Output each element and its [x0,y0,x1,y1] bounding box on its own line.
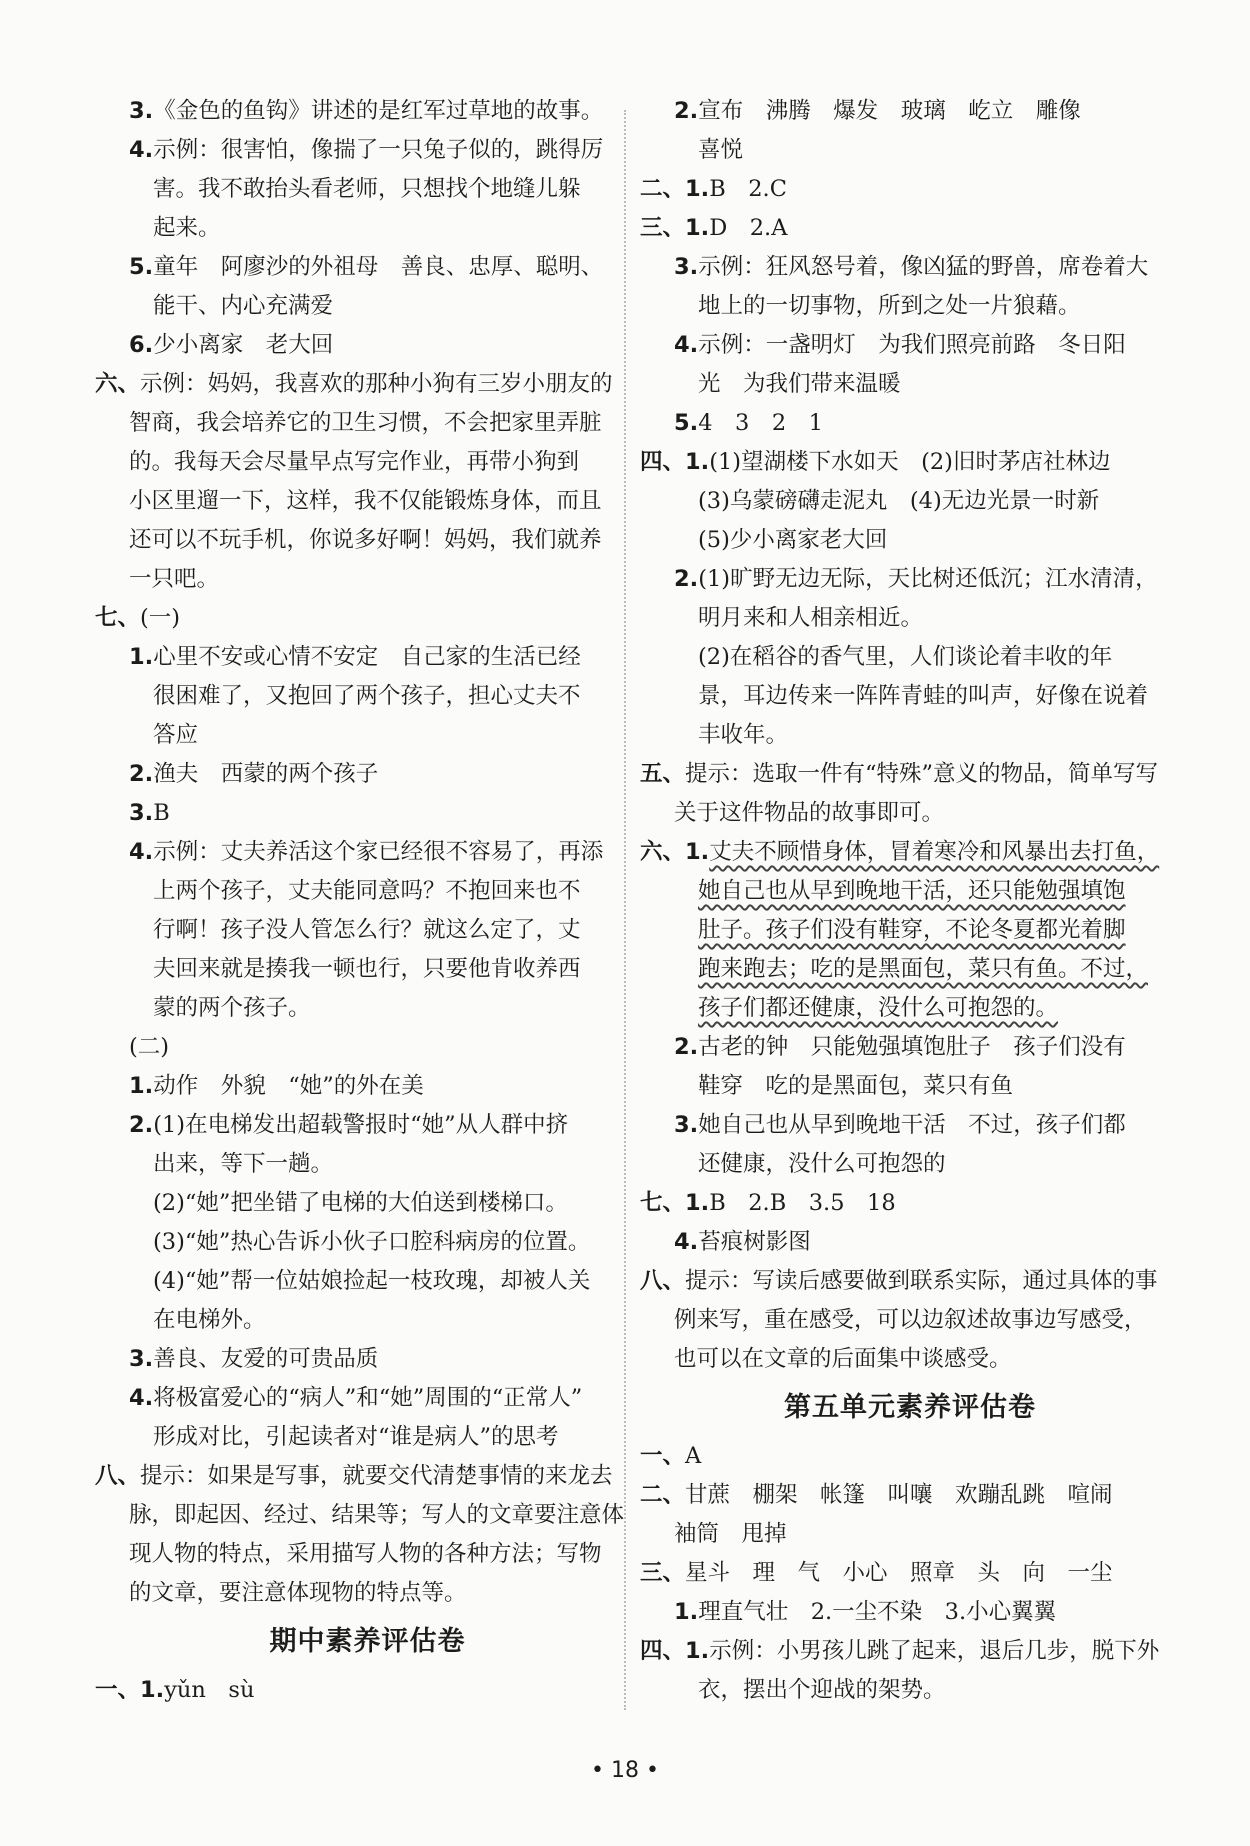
answer-text: 她自己也从早到晚地干活，还只能勉强填饱 [698,878,1126,904]
answer-text: 孩子们都还健康，没什么可抱怨的。 [698,995,1059,1021]
answer-line [640,794,1180,833]
item-number: 七、 [95,605,141,631]
answer-line [95,170,640,209]
answer-line [640,482,1180,521]
answer-text: 跑来跑去；吃的是黑面包，菜只有鱼。不过， [698,956,1149,982]
answer-line [95,1262,640,1301]
answer-line [640,1223,1180,1262]
answer-text: (3)“她”热心告诉小伙子口腔科病房的位置。 [153,1229,591,1255]
item-number: 4. [674,332,699,358]
answer-text: 渔夫 西蒙的两个孩子 [153,761,379,787]
answer-text: 光 为我们带来温暖 [698,371,901,397]
answer-line [640,872,1180,911]
item-number: 三、1. [640,215,710,241]
answer-text: yǔn sù [164,1677,255,1703]
answer-line [640,1106,1180,1145]
answer-line [95,209,640,248]
answer-line [640,404,1180,443]
answer-line [640,599,1180,638]
answer-line [95,638,640,677]
answer-text: 例来写，重在感受，可以边叙述故事边写感受， [674,1307,1147,1333]
answer-text: 肚子。孩子们没有鞋穿，不论冬夏都光着脚 [698,917,1126,943]
answer-text: 心里不安或心情不安定 自己家的生活已经 [153,644,581,670]
answer-line [640,1340,1180,1379]
item-number: 3. [129,1346,154,1372]
answer-text: 她自己也从早到晚地干活 不过，孩子们都 [698,1112,1126,1138]
answer-line [640,1476,1180,1515]
answer-line [95,989,640,1028]
answer-line [640,911,1180,950]
item-number: 4. [674,1229,699,1255]
answer-line [95,755,640,794]
item-number: 3. [674,254,699,280]
answer-text: 明月来和人相亲相近。 [698,605,924,631]
answer-line [95,131,640,170]
answer-text: 提示：如果是写事，就要交代清楚事情的来龙去 [140,1463,613,1489]
answer-text: 行啊！孩子没人管怎么行？就这么定了，丈 [153,917,581,943]
answer-line [95,1496,640,1535]
answer-text: 地上的一切事物，所到之处一片狼藉。 [698,293,1081,319]
answer-text: (5)少小离家老大回 [698,527,888,553]
answer-line [95,794,640,833]
answer-line [95,404,640,443]
answer-line [640,1593,1180,1632]
answer-text: (1)在电梯发出超载警报时“她”从人群中挤 [153,1112,569,1138]
answer-line [95,599,640,638]
answer-text: (二) [129,1034,170,1060]
answer-line [95,1223,640,1262]
answer-line [640,1184,1180,1223]
answer-text: 脉，即起因、经过、结果等；写人的文章要注意体 [129,1502,625,1528]
answer-line [640,326,1180,365]
answer-line [95,911,640,950]
answer-line [640,638,1180,677]
answer-text: 能干、内心充满爱 [153,293,334,319]
answer-line [640,755,1180,794]
answer-text: 宣布 沸腾 爆发 玻璃 屹立 雕像 [698,98,1081,124]
section-heading: 第五单元素养评估卷 [784,1392,1036,1423]
answer-line [95,482,640,521]
answer-text: 上两个孩子，丈夫能同意吗？不抱回来也不 [153,878,581,904]
item-number: 二、1. [640,176,710,202]
item-number: 八、 [95,1463,141,1489]
answer-text: 星斗 理 气 小心 照章 头 向 一尘 [685,1560,1113,1586]
answer-text: (3)乌蒙磅礴走泥丸 (4)无边光景一时新 [698,488,1100,514]
item-number: 2. [129,761,154,787]
answer-text: B 2.C [709,176,787,202]
answer-line [640,1632,1180,1671]
answer-line [95,1379,640,1418]
item-number: 五、 [640,761,686,787]
answer-text: 丰收年。 [698,722,789,748]
answer-line [95,560,640,599]
answer-text: 丈夫不顾惜身体，冒着寒冷和风暴出去打鱼， [709,839,1160,865]
answer-line [640,833,1180,872]
item-number: 3. [129,98,154,124]
item-number: 4. [129,137,154,163]
item-number: 4. [129,1385,154,1411]
answer-line [640,1515,1180,1554]
answer-text: 袖筒 甩掉 [674,1521,787,1547]
answer-line [640,950,1180,989]
answer-line [95,1574,640,1613]
answer-line [640,1067,1180,1106]
item-number: 5. [129,254,154,280]
answer-line [640,92,1180,131]
answer-text: 示例：小男孩儿跳了起来，退后几步，脱下外 [709,1638,1160,1664]
answer-text: 形成对比，引起读者对“谁是病人”的思考 [153,1424,559,1450]
answer-text: (2)在稻谷的香气里，人们谈论着丰收的年 [698,644,1113,670]
answer-text: 示例：一盏明灯 为我们照亮前路 冬日阳 [698,332,1126,358]
answer-text: (一) [140,605,181,631]
answer-text: (2)“她”把坐错了电梯的大伯送到楼梯口。 [153,1190,568,1216]
answer-line [640,1671,1180,1710]
answer-text: 将极富爱心的“病人”和“她”周围的“正常人” [153,1385,583,1411]
answer-text: 的文章，要注意体现物的特点等。 [129,1580,467,1606]
answer-line [640,131,1180,170]
answer-line [95,716,640,755]
right-column [640,92,1180,1710]
item-number: 七、1. [640,1190,710,1216]
item-number: 三、 [640,1560,686,1586]
answer-text: 喜悦 [698,137,744,163]
answer-text: (1)旷野无边无际，天比树还低沉；江水清清， [698,566,1158,592]
answer-line [640,209,1180,248]
answer-line [95,1418,640,1457]
item-number: 6. [129,332,154,358]
item-number: 二、 [640,1482,686,1508]
item-number: 2. [129,1112,154,1138]
item-number: 四、1. [640,449,710,475]
item-number: 八、 [640,1268,686,1294]
answer-line [640,1028,1180,1067]
item-number: 1. [674,1599,699,1625]
answer-text: 理直气壮 2.一尘不染 3.小心翼翼 [698,1599,1057,1625]
answer-line [640,248,1180,287]
answer-text: A [685,1443,702,1469]
answer-line [640,170,1180,209]
answer-text: 苔痕树影图 [698,1229,811,1255]
answer-line [640,443,1180,482]
answer-text: 鞋穿 吃的是黑面包，菜只有鱼 [698,1073,1014,1099]
answer-line [95,521,640,560]
answer-line [95,1457,640,1496]
answer-line [95,1028,640,1067]
answer-text: (4)“她”帮一位姑娘捡起一枝玫瑰，却被人关 [153,1268,591,1294]
answer-line [95,287,640,326]
answer-text: 童年 阿廖沙的外祖母 善良、忠厚、聪明、 [153,254,604,280]
answer-line [640,521,1180,560]
answer-line [640,1554,1180,1593]
item-number: 一、 [640,1443,686,1469]
item-number: 4. [129,839,154,865]
item-number: 2. [674,566,699,592]
answer-text: 现人物的特点，采用描写人物的各种方法；写物 [129,1541,602,1567]
item-number: 四、1. [640,1638,710,1664]
section-heading: 期中素养评估卷 [269,1626,466,1657]
answer-text: B [153,800,170,826]
answer-line [640,989,1180,1028]
answer-text: 小区里遛一下，这样，我不仅能锻炼身体，而且 [129,488,602,514]
answer-line [95,248,640,287]
answer-line [95,92,640,131]
answer-line [95,1535,640,1574]
answer-line [95,1145,640,1184]
answer-text: 提示：选取一件有“特殊”意义的物品，简单写写 [685,761,1159,787]
answer-line [95,1671,640,1710]
answer-line [95,872,640,911]
answer-line [640,1301,1180,1340]
item-number: 1. [129,1073,154,1099]
answer-text: 也可以在文章的后面集中谈感受。 [674,1346,1012,1372]
answer-line [95,1067,640,1106]
answer-text: 一只吧。 [129,566,220,592]
answer-line [640,365,1180,404]
answer-line [95,1106,640,1145]
answer-text: 夫回来就是揍我一顿也行，只要他肯收养西 [153,956,581,982]
answer-text: 提示：写读后感要做到联系实际，通过具体的事 [685,1268,1158,1294]
answer-text: 关于这件物品的故事即可。 [674,800,945,826]
answer-text: 很困难了，又抱回了两个孩子，担心丈夫不 [153,683,581,709]
left-column [95,92,640,1710]
item-number: 3. [129,800,154,826]
answer-line [640,677,1180,716]
answer-line [95,443,640,482]
answer-text: 出来，等下一趟。 [153,1151,334,1177]
answer-text: 智商，我会培养它的卫生习惯，不会把家里弄脏 [129,410,602,436]
answer-text: 衣，摆出个迎战的架势。 [698,1677,946,1703]
item-number: 2. [674,1034,699,1060]
answer-line [95,677,640,716]
answer-text: (1)望湖楼下水如天 (2)旧时茅店社林边 [709,449,1111,475]
answer-line [640,1262,1180,1301]
item-number: 六、1. [640,839,710,865]
page-number: • 18 • [591,1758,659,1783]
answer-line [95,365,640,404]
answer-text: 景，耳边传来一阵阵青蛙的叫声，好像在说着 [698,683,1149,709]
item-number: 3. [674,1112,699,1138]
answer-text: 《金色的鱼钩》讲述的是红军过草地的故事。 [153,98,604,124]
answer-line [95,1301,640,1340]
answer-text: 示例：很害怕，像揣了一只兔子似的，跳得厉 [153,137,604,163]
answer-line [640,1437,1180,1476]
answer-text: 甘蔗 棚架 帐篷 叫嚷 欢蹦乱跳 喧闹 [685,1482,1113,1508]
answer-line [95,833,640,872]
item-number: 5. [674,410,699,436]
answer-text: B 2.B 3.5 18 [709,1190,896,1216]
answer-text: 少小离家 老大回 [153,332,334,358]
answer-text: 4 3 2 1 [698,410,823,436]
answer-line [95,950,640,989]
answer-text: 示例：丈夫养活这个家已经很不容易了，再添 [153,839,604,865]
answer-text: 示例：妈妈，我喜欢的那种小狗有三岁小朋友的 [140,371,613,397]
answer-text: 起来。 [153,215,221,241]
answer-text: 古老的钟 只能勉强填饱肚子 孩子们没有 [698,1034,1126,1060]
answer-text: 善良、友爱的可贵品质 [153,1346,379,1372]
answer-text: 示例：狂风怒号着，像凶猛的野兽，席卷着大 [698,254,1149,280]
item-number: 一、1. [95,1677,165,1703]
answer-line [640,287,1180,326]
answer-line [95,326,640,365]
item-number: 1. [129,644,154,670]
answer-text: 害。我不敢抬头看老师，只想找个地缝儿躲 [153,176,581,202]
answer-line [95,1340,640,1379]
answer-line [640,716,1180,755]
answer-text: 动作 外貌 “她”的外在美 [153,1073,424,1099]
answer-line [95,1184,640,1223]
answer-text: 答应 [153,722,199,748]
item-number: 2. [674,98,699,124]
item-number: 六、 [95,371,141,397]
answer-text: 蒙的两个孩子。 [153,995,311,1021]
answer-text: 还可以不玩手机，你说多好啊！妈妈，我们就养 [129,527,602,553]
answer-text: D 2.A [709,215,788,241]
answer-text: 还健康，没什么可抱怨的 [698,1151,946,1177]
answer-text: 在电梯外。 [153,1307,266,1333]
answer-line [640,560,1180,599]
answer-text: 的。我每天会尽量早点写完作业，再带小狗到 [129,449,580,475]
answer-line [640,1145,1180,1184]
